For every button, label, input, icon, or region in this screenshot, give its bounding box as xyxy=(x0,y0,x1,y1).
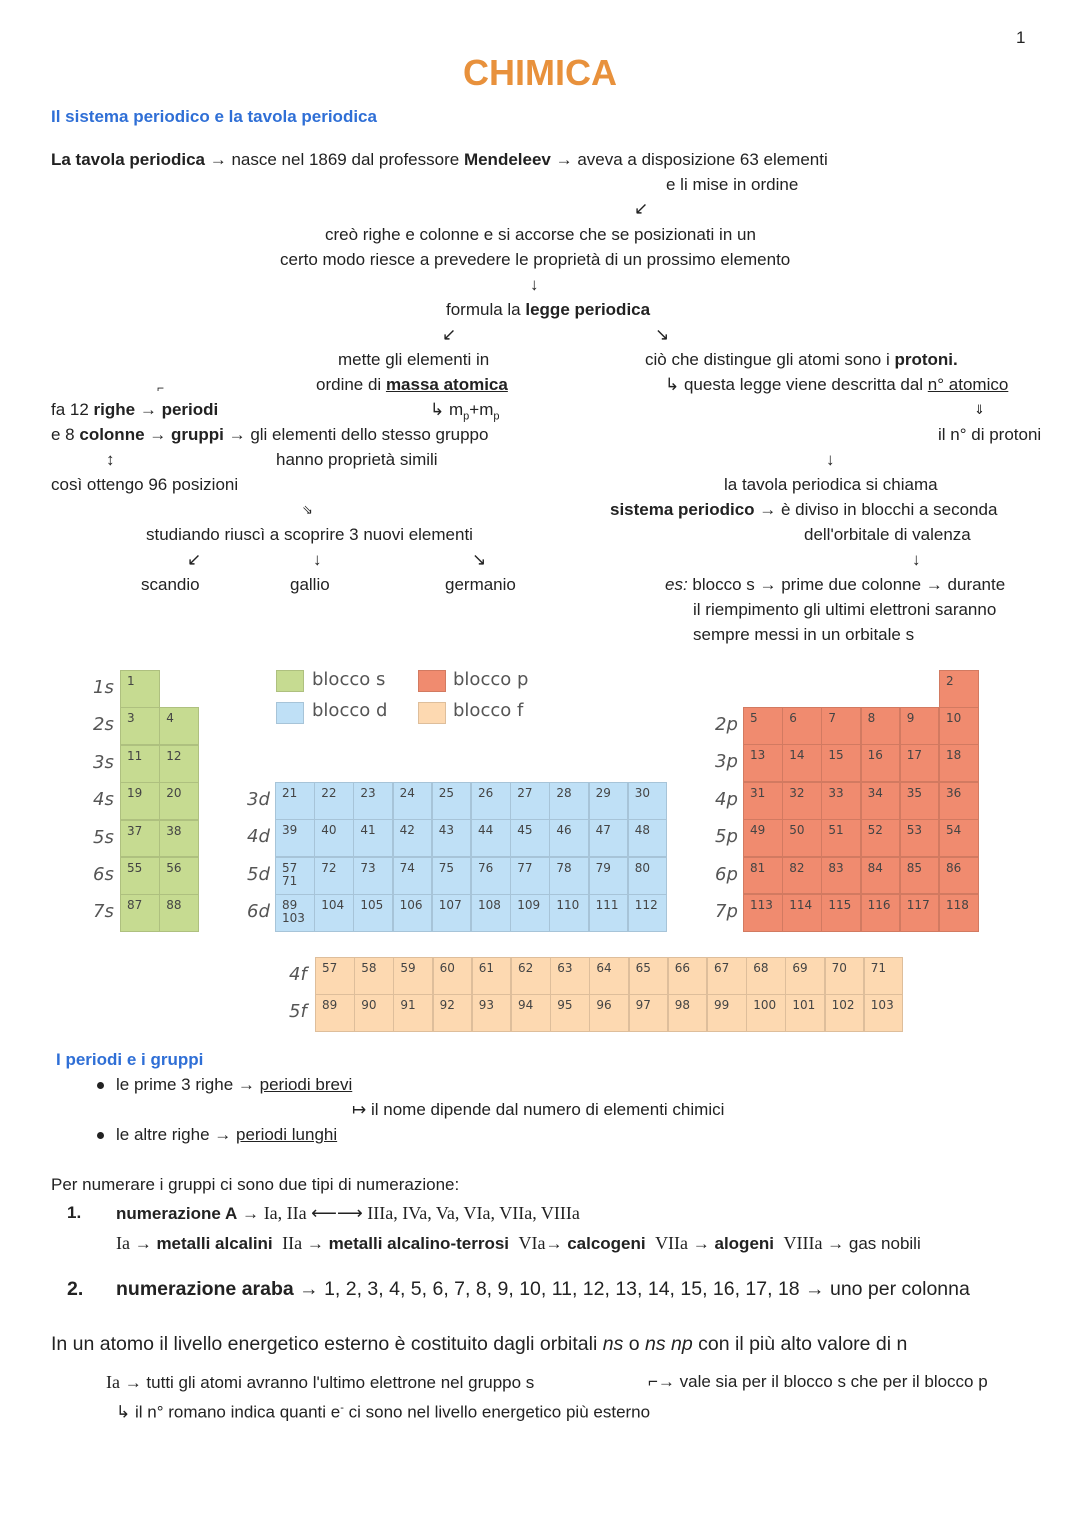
element-cell-d-block: 43 xyxy=(432,819,472,857)
orbital-label: 6s xyxy=(93,864,114,885)
text: → nasce nel 1869 dal professore xyxy=(205,150,464,169)
atom-line xyxy=(51,1332,907,1356)
mass-note xyxy=(430,400,499,426)
element-cell-d-block: 21 xyxy=(275,782,315,820)
element-cell-f-block: 95 xyxy=(550,994,590,1032)
element-cell-p-block: 117 xyxy=(900,894,940,932)
legend-swatch-p xyxy=(418,670,446,692)
element-cell-p-block: 2 xyxy=(939,670,979,708)
element-cell-f-block: 60 xyxy=(433,957,473,995)
element-cell-d-block: 109 xyxy=(510,894,550,932)
element-cell-p-block: 17 xyxy=(900,744,940,782)
element-cell-p-block: 83 xyxy=(821,857,861,895)
text: → xyxy=(237,1204,264,1223)
text-bold: metalli alcalini xyxy=(156,1234,273,1253)
element-cell-p-block: 15 xyxy=(821,744,861,782)
element-cell-d-block: 75 xyxy=(432,857,472,895)
orbital-label: 1s xyxy=(93,677,114,698)
text-bold: periodi xyxy=(161,400,219,419)
numerazione-a-detail xyxy=(116,1233,921,1254)
element-cell-f-block: 97 xyxy=(629,994,669,1032)
element-cell-p-block: 31 xyxy=(743,782,783,820)
element-cell-s-block: 88 xyxy=(159,894,199,932)
ia-line xyxy=(106,1372,534,1393)
element-cell-d-block: 106 xyxy=(393,894,433,932)
element-cell-p-block: 115 xyxy=(821,894,861,932)
page-number: 1 xyxy=(1016,28,1026,47)
text-italic: ns xyxy=(602,1333,624,1355)
text-underlined: n° atomico xyxy=(927,375,1009,394)
arrow-icon: ↓ xyxy=(313,550,322,569)
text: il n° di protoni xyxy=(938,425,1042,444)
element-cell-d-block: 26 xyxy=(471,782,511,820)
cols-line xyxy=(51,425,488,445)
orbital-label: 7s xyxy=(93,901,114,923)
superscript: - xyxy=(340,1402,344,1414)
orbital-label: 4p xyxy=(715,788,738,810)
element-cell-f-block: 65 xyxy=(629,957,669,995)
element-cell-p-block: 118 xyxy=(939,894,979,932)
text: → tutti gli atomi avranno l'ultimo elettrone nel gruppo s xyxy=(119,1373,535,1392)
element-cell-p-block: 10 xyxy=(939,707,979,745)
element-cell-d-block: 42 xyxy=(393,819,433,857)
element-cell-d-block: 105 xyxy=(353,894,393,932)
element-cell-d-block: 111 xyxy=(589,894,629,932)
text: → xyxy=(135,400,162,419)
orbital-label: 6p xyxy=(715,863,738,885)
text: il riempimento gli ultimi elettroni saranno xyxy=(693,600,997,619)
page-title: CHIMICA xyxy=(463,52,617,93)
element-cell-p-block: 82 xyxy=(782,857,822,895)
element-cell-d-block: 48 xyxy=(628,819,668,857)
orbital-label: 3s xyxy=(93,751,114,773)
element-cell-f-block: 94 xyxy=(511,994,551,1032)
element-cell-f-block: 61 xyxy=(472,957,512,995)
massa-line xyxy=(316,375,508,395)
element-cell-f-block: 71 xyxy=(864,957,904,995)
orbital-label: 3p xyxy=(715,751,738,773)
element-cell-f-block: 100 xyxy=(746,994,786,1032)
orbital-label: 7p xyxy=(715,901,738,922)
orbital-label: 5p xyxy=(715,826,738,848)
text-bold: massa atomica xyxy=(385,375,508,394)
roman: IIa xyxy=(282,1233,303,1253)
element-cell-p-block: 7 xyxy=(821,707,861,745)
text: ↦ il nome dipende dal numero di elementi chimici xyxy=(352,1100,725,1119)
text-italic: ns np xyxy=(645,1333,693,1355)
element-cell-p-block: 34 xyxy=(861,782,901,820)
element-cell-s-block: 37 xyxy=(120,820,160,858)
text-bold: sistema periodico xyxy=(610,500,755,519)
text-bold: numerazione araba xyxy=(116,1278,294,1300)
text: o xyxy=(623,1333,646,1355)
element-cell-p-block: 13 xyxy=(743,744,783,782)
element-cell-p-block: 54 xyxy=(939,819,979,857)
element-cell-p-block: 51 xyxy=(821,819,861,857)
element-cell-p-block: 9 xyxy=(900,707,940,745)
element-cell-f-block: 90 xyxy=(354,994,394,1032)
atomico-line xyxy=(665,375,1008,395)
text: ordine di xyxy=(316,375,386,394)
legend-label-s: blocco s xyxy=(312,669,386,690)
legend-label-f: blocco f xyxy=(453,700,524,721)
text: sempre messi in un orbitale s xyxy=(693,625,915,644)
list-item xyxy=(116,1125,337,1145)
section-heading: I periodi e i gruppi xyxy=(56,1050,204,1069)
element-cell-p-block: 16 xyxy=(861,744,901,782)
text: fa 12 xyxy=(51,400,94,419)
element-cell-f-block: 64 xyxy=(589,957,629,995)
element-cell-p-block: 36 xyxy=(939,782,979,820)
text: → gas nobili xyxy=(822,1234,921,1253)
element-cell-f-block: 69 xyxy=(785,957,825,995)
element-cell-p-block: 113 xyxy=(743,894,783,932)
orbital-label: 5s xyxy=(93,826,114,848)
element-cell-d-block: 46 xyxy=(549,819,589,857)
element-cell-d-block: 77 xyxy=(510,857,550,895)
roman-line xyxy=(116,1398,650,1423)
element-cell-d-block: 79 xyxy=(589,857,629,895)
element-cell-f-block: 63 xyxy=(550,957,590,995)
element-cell-p-block: 8 xyxy=(861,707,901,745)
element-cell-d-block: 22 xyxy=(314,782,354,820)
text: con il più alto valore di n xyxy=(692,1333,908,1355)
subscript: p xyxy=(463,410,470,423)
element-cell-f-block: 66 xyxy=(668,957,708,995)
element-cell-f-block: 92 xyxy=(433,994,473,1032)
element-cell-d-block: 112 xyxy=(628,894,668,932)
text: → xyxy=(302,1234,329,1253)
element-cell-p-block: 32 xyxy=(782,782,822,820)
text-bold: calcogeni xyxy=(567,1234,646,1253)
arrow-icon: ↘ xyxy=(472,550,487,569)
element-cell-s-block: 20 xyxy=(159,782,199,820)
element-name: gallio xyxy=(290,575,330,594)
element-cell-f-block: 59 xyxy=(393,957,433,995)
element-cell-d-block: 39 xyxy=(275,819,315,857)
text: → aveva a disposizione 63 elementi xyxy=(550,150,828,169)
element-name: scandio xyxy=(141,575,200,594)
text: blocco s → prime due colonne → durante xyxy=(687,575,1006,594)
mendeleev-line xyxy=(51,150,828,170)
text: → xyxy=(545,1234,568,1253)
element-cell-d-block: 73 xyxy=(353,857,393,895)
arrow-icon: ↕ xyxy=(106,450,115,469)
roman: VIIIa xyxy=(783,1233,823,1253)
text: le prime 3 righe → xyxy=(116,1075,260,1094)
element-cell-d-block: 24 xyxy=(393,782,433,820)
arrow-icon: ↓ xyxy=(826,450,835,469)
element-cell-d-block: 74 xyxy=(393,857,433,895)
element-cell-s-block: 56 xyxy=(159,857,199,895)
element-cell-d-block: 27 xyxy=(510,782,550,820)
element-cell-f-block: 67 xyxy=(707,957,747,995)
legend-swatch-f xyxy=(418,702,446,724)
list-number: 1. xyxy=(67,1203,82,1222)
text: e 8 xyxy=(51,425,80,444)
element-cell-p-block: 85 xyxy=(900,857,940,895)
bullet-icon xyxy=(97,1132,104,1139)
text: Per numerare i gruppi ci sono due tipi di numerazione: xyxy=(51,1175,460,1194)
text-bold: Mendeleev xyxy=(463,150,551,169)
es-line xyxy=(665,575,1005,595)
element-cell-s-block: 19 xyxy=(120,782,160,820)
element-cell-s-block: 12 xyxy=(159,745,199,783)
text: → xyxy=(129,1234,157,1253)
roman-numerals: Ia, IIa ⟵⟶ IIIa, IVa, Va, VIa, VIIa, VIIIa xyxy=(263,1203,580,1223)
text-bold: legge periodica xyxy=(525,300,651,319)
element-cell-p-block: 50 xyxy=(782,819,822,857)
text: studiando riuscì a scoprire 3 nuovi elementi xyxy=(146,525,473,544)
element-cell-p-block: 86 xyxy=(939,857,979,895)
legend-label-p: blocco p xyxy=(453,669,529,690)
text: → 1, 2, 3, 4, 5, 6, 7, 8, 9, 10, 11, 12, 13, 14, 15, 16, 17, 18 → uno per colonna xyxy=(293,1278,970,1300)
arrow-icon: ↓ xyxy=(912,550,921,569)
element-cell-d-block: 80 xyxy=(628,857,668,895)
orbital-label: 2p xyxy=(715,714,738,735)
text: ⌐→ vale sia per il blocco s che per il blocco p xyxy=(648,1372,988,1391)
text: → xyxy=(688,1234,715,1253)
orbital-label: 2s xyxy=(93,714,114,736)
element-cell-f-block: 98 xyxy=(668,994,708,1032)
mark-icon: ⌐ xyxy=(157,381,165,395)
text: mette gli elementi in xyxy=(338,350,490,369)
text: dell'orbitale di valenza xyxy=(804,525,971,544)
element-name: germanio xyxy=(445,575,516,594)
element-cell-d-block: 44 xyxy=(471,819,511,857)
text-bold: numerazione A xyxy=(116,1204,238,1223)
element-cell-f-block: 102 xyxy=(825,994,865,1032)
arrow-icon: ⇘ xyxy=(302,502,313,517)
element-cell-f-block: 91 xyxy=(393,994,433,1032)
text-bold: colonne xyxy=(79,425,145,444)
text: ciò che distingue gli atomi sono i xyxy=(645,350,895,369)
text-bold: La tavola periodica xyxy=(51,150,205,169)
text-underlined: periodi brevi xyxy=(259,1075,353,1094)
text: hanno proprietà simili xyxy=(276,450,438,469)
element-cell-d-block: 30 xyxy=(628,782,668,820)
element-cell-p-block: 33 xyxy=(821,782,861,820)
element-cell-s-block: 11 xyxy=(120,745,160,783)
element-cell-f-block: 93 xyxy=(472,994,512,1032)
element-cell-d-block: 45 xyxy=(510,819,550,857)
roman: Ia xyxy=(106,1372,120,1392)
element-cell-p-block: 116 xyxy=(861,894,901,932)
text-underlined: periodi lunghi xyxy=(236,1125,338,1144)
element-cell-d-block: 23 xyxy=(353,782,393,820)
text-bold: righe xyxy=(93,400,136,419)
element-cell-p-block: 114 xyxy=(782,894,822,932)
orbital-label: 4s xyxy=(93,789,114,811)
arrow-icon: ⇓ xyxy=(974,402,985,417)
element-cell-f-block: 99 xyxy=(707,994,747,1032)
text-italic: es: xyxy=(665,575,688,594)
element-cell-d-block: 110 xyxy=(549,894,589,932)
element-cell-d-block: 89 103 xyxy=(275,894,315,932)
text: ↳ m xyxy=(430,400,464,419)
legend-label-d: blocco d xyxy=(312,700,388,721)
protoni-line xyxy=(645,350,958,370)
element-cell-p-block: 6 xyxy=(782,707,822,745)
element-cell-f-block: 89 xyxy=(315,994,355,1032)
text-bold: metalli alcalino-terrosi xyxy=(328,1234,510,1253)
element-cell-s-block: 87 xyxy=(120,894,160,932)
element-cell-s-block: 55 xyxy=(120,857,160,895)
text-bold: protoni. xyxy=(894,350,958,369)
numerazione-araba xyxy=(116,1277,970,1301)
element-cell-f-block: 101 xyxy=(785,994,825,1032)
text: e li mise in ordine xyxy=(666,175,799,194)
arrow-icon: ↙ xyxy=(634,199,649,218)
text: la tavola periodica si chiama xyxy=(724,475,938,494)
element-cell-p-block: 52 xyxy=(861,819,901,857)
element-cell-s-block: 3 xyxy=(120,707,160,745)
subscript: p xyxy=(493,410,500,423)
text-bold: gruppi xyxy=(170,425,224,444)
text: ↳ il n° romano indica quanti e xyxy=(116,1402,341,1422)
bullet-icon xyxy=(97,1082,104,1089)
element-cell-d-block: 28 xyxy=(549,782,589,820)
element-cell-f-block: 70 xyxy=(825,957,865,995)
element-cell-d-block: 40 xyxy=(314,819,354,857)
text: → è diviso in blocchi a seconda xyxy=(754,500,998,519)
text: → xyxy=(144,425,171,444)
element-cell-d-block: 29 xyxy=(589,782,629,820)
element-cell-p-block: 35 xyxy=(900,782,940,820)
element-cell-f-block: 62 xyxy=(511,957,551,995)
element-cell-d-block: 108 xyxy=(471,894,511,932)
element-cell-d-block: 78 xyxy=(549,857,589,895)
element-cell-p-block: 81 xyxy=(743,857,783,895)
element-cell-p-block: 49 xyxy=(743,819,783,857)
element-cell-f-block: 57 xyxy=(315,957,355,995)
text: le altre righe → xyxy=(116,1125,236,1144)
legend-swatch-s xyxy=(276,670,304,692)
element-cell-f-block: 103 xyxy=(864,994,904,1032)
text: creò righe e colonne e si accorse che se posizionati in un xyxy=(325,225,756,244)
numerazione-a xyxy=(116,1203,580,1224)
legend-swatch-d xyxy=(276,702,304,724)
element-cell-p-block: 53 xyxy=(900,819,940,857)
element-cell-p-block: 18 xyxy=(939,744,979,782)
element-cell-p-block: 14 xyxy=(782,744,822,782)
orbital-label: 4f xyxy=(289,964,307,985)
list-item xyxy=(116,1075,352,1095)
element-cell-p-block: 5 xyxy=(743,707,783,745)
arrow-icon: ↘ xyxy=(655,325,670,344)
arrow-icon: ↙ xyxy=(187,550,202,569)
element-cell-f-block: 58 xyxy=(354,957,394,995)
element-cell-d-block: 104 xyxy=(314,894,354,932)
roman: VIIa xyxy=(655,1233,689,1253)
element-cell-f-block: 96 xyxy=(589,994,629,1032)
orbital-label: 5f xyxy=(289,1001,307,1023)
orbital-label: 5d xyxy=(247,863,270,885)
orbital-label: 4d xyxy=(247,826,270,848)
text-bold: alogeni xyxy=(714,1234,775,1253)
element-cell-d-block: 72 xyxy=(314,857,354,895)
sistema-line xyxy=(610,500,997,520)
orbital-label: 6d xyxy=(247,901,270,923)
list-number: 2. xyxy=(67,1278,84,1300)
text: certo modo riesce a prevedere le proprietà di un prossimo elemento xyxy=(280,250,791,269)
element-cell-f-block: 68 xyxy=(746,957,786,995)
element-cell-p-block: 84 xyxy=(861,857,901,895)
legge-line xyxy=(446,300,650,320)
element-cell-d-block: 47 xyxy=(589,819,629,857)
orbital-label: 3d xyxy=(247,789,270,810)
section-heading: Il sistema periodico e la tavola periodica xyxy=(51,107,377,126)
arrow-icon: ↓ xyxy=(530,275,539,294)
text: ↳ questa legge viene descritta dal xyxy=(665,375,928,394)
arrow-icon: ↙ xyxy=(442,325,457,344)
element-cell-d-block: 57 71 xyxy=(275,857,315,895)
roman: Ia xyxy=(116,1233,130,1253)
element-cell-s-block: 1 xyxy=(120,670,160,708)
element-cell-s-block: 4 xyxy=(159,707,199,745)
text: formula la xyxy=(446,300,526,319)
element-cell-s-block: 38 xyxy=(159,820,199,858)
text: → gli elementi dello stesso gruppo xyxy=(223,425,489,444)
text: così ottengo 96 posizioni xyxy=(51,475,239,494)
element-cell-d-block: 41 xyxy=(353,819,393,857)
element-cell-d-block: 107 xyxy=(432,894,472,932)
roman: VIa xyxy=(518,1233,546,1253)
rows-line xyxy=(51,400,218,420)
text: +m xyxy=(469,400,494,419)
element-cell-d-block: 76 xyxy=(471,857,511,895)
element-cell-d-block: 25 xyxy=(432,782,472,820)
text: ci sono nel livello energetico più esterno xyxy=(343,1402,651,1422)
text: In un atomo il livello energetico esterno è costituito dagli orbitali xyxy=(51,1333,603,1355)
